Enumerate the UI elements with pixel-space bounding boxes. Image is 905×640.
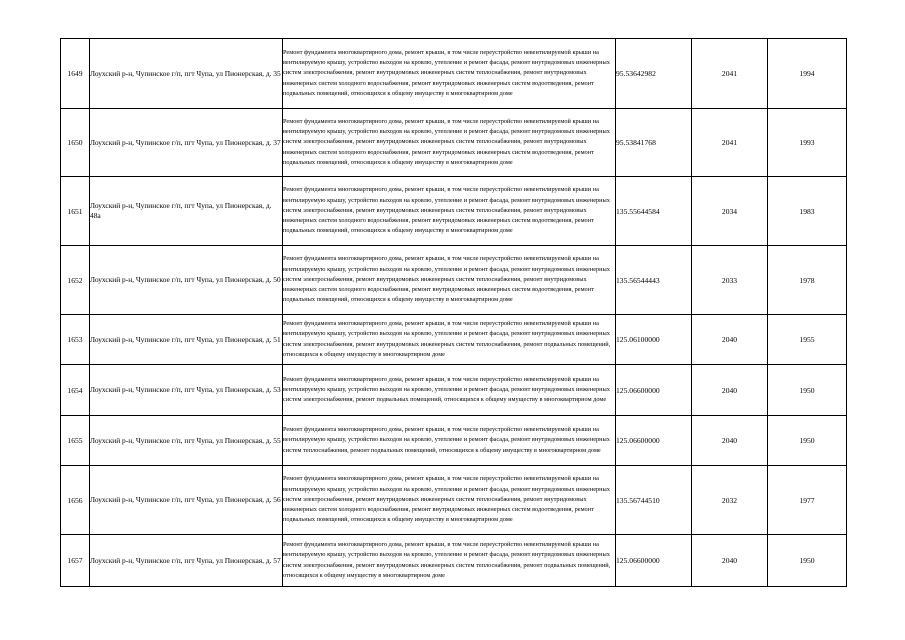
register-table xyxy=(60,38,847,587)
row-address: Лоухский р-н, Чупинское г/п, пгт Чупа, ул Пионерская, д. 35 xyxy=(90,39,283,109)
row-year-built: 1978 xyxy=(768,246,847,315)
row-cost: 125.06100000 xyxy=(616,315,692,365)
row-address: Лоухский р-н, Чупинское г/п, пгт Чупа, ул Пионерская, д. 53 xyxy=(90,365,283,416)
row-address: Лоухский р-н, Чупинское г/п, пгт Чупа, ул Пионерская, д. 56 xyxy=(90,466,283,535)
row-number: 1649 xyxy=(61,39,90,109)
row-number: 1652 xyxy=(61,246,90,315)
row-cost: 135.56544443 xyxy=(616,246,692,315)
row-year-built: 1994 xyxy=(768,39,847,109)
row-cost: 135.56744510 xyxy=(616,466,692,535)
row-cost: 135.55644584 xyxy=(616,177,692,246)
row-year-built: 1955 xyxy=(768,315,847,365)
row-year-plan: 2032 xyxy=(692,466,768,535)
row-year-built: 1993 xyxy=(768,109,847,177)
table-row xyxy=(61,416,847,466)
table-row xyxy=(61,246,847,315)
row-number: 1653 xyxy=(61,315,90,365)
table-row xyxy=(61,466,847,535)
row-cost: 125.06600000 xyxy=(616,535,692,587)
row-cost: 95.53642982 xyxy=(616,39,692,109)
row-year-built: 1950 xyxy=(768,535,847,587)
row-number: 1651 xyxy=(61,177,90,246)
row-works: Ремонт фундамента многоквартирного дома, ремонт крыши, в том числе переустройство невентилируемой крыши на вентилируемую крышу, устройство выходов на кровлю, утепление и ремонт фасада, ремонт внутридомовых инженерных систем электроснабжения, ремонт подвальных помещений, относящихся к общему имуществу в многоквартирном доме xyxy=(283,365,616,416)
table-row xyxy=(61,39,847,109)
row-works: Ремонт фундамента многоквартирного дома, ремонт крыши, в том числе переустройство невентилируемой крыши на вентилируемую крышу, устройство выходов на кровлю, утепление и ремонт фасада, ремонт внутридомовых инженерных систем электроснабжения, ремонт внутридомовых инженерных систем теплоснабжения, ремонт внутридомовых инженерных систем холодного водоснабжения, ремонт внутридомовых инженерных систем водоотведения, ремонт подвальных помещений, относящихся к общему имуществу в многоквартирном доме xyxy=(283,177,616,246)
row-works: Ремонт фундамента многоквартирного дома, ремонт крыши, в том числе переустройство невентилируемой крыши на вентилируемую крышу, устройство выходов на кровлю, утепление и ремонт фасада, ремонт внутридомовых инженерных систем электроснабжения, ремонт внутридомовых инженерных систем теплоснабжения, ремонт подвальных помещений, относящихся к общему имуществу в многоквартирном доме xyxy=(283,535,616,587)
row-address: Лоухский р-н, Чупинское г/п, пгт Чупа, ул Пионерская, д. 50 xyxy=(90,246,283,315)
row-number: 1655 xyxy=(61,416,90,466)
row-address: Лоухский р-н, Чупинское г/п, пгт Чупа, ул Пионерская, д. 55 xyxy=(90,416,283,466)
row-address: Лоухский р-н, Чупинское г/п, пгт Чупа, ул Пионерская, д. 51 xyxy=(90,315,283,365)
row-address: Лоухский р-н, Чупинское г/п, пгт Чупа, ул Пионерская, д. 57 xyxy=(90,535,283,587)
row-address: Лоухский р-н, Чупинское г/п, пгт Чупа, ул Пионерская, д. 37 xyxy=(90,109,283,177)
row-year-plan: 2041 xyxy=(692,39,768,109)
row-year-built: 1950 xyxy=(768,416,847,466)
row-year-plan: 2034 xyxy=(692,177,768,246)
table-row xyxy=(61,535,847,587)
row-works: Ремонт фундамента многоквартирного дома, ремонт крыши, в том числе переустройство невентилируемой крыши на вентилируемую крышу, устройство выходов на кровлю, утепление и ремонт фасада, ремонт внутридомовых инженерных систем электроснабжения, ремонт внутридомовых инженерных систем теплоснабжения, ремонт внутридомовых инженерных систем холодного водоснабжения, ремонт внутридомовых инженерных систем водоотведения, ремонт подвальных помещений, относящихся к общему имуществу в многоквартирном доме xyxy=(283,39,616,109)
table-row xyxy=(61,109,847,177)
table-row xyxy=(61,365,847,416)
row-cost: 95.53841768 xyxy=(616,109,692,177)
row-works: Ремонт фундамента многоквартирного дома, ремонт крыши, в том числе переустройство невентилируемой крыши на вентилируемую крышу, устройство выходов на кровлю, утепление и ремонт фасада, ремонт внутридомовых инженерных систем электроснабжения, ремонт внутридомовых инженерных систем теплоснабжения, ремонт внутридомовых инженерных систем холодного водоснабжения, ремонт внутридомовых инженерных систем водоотведения, ремонт подвальных помещений, относящихся к общему имуществу в многоквартирном доме xyxy=(283,246,616,315)
row-works: Ремонт фундамента многоквартирного дома, ремонт крыши, в том числе переустройство невентилируемой крыши на вентилируемую крышу, устройство выходов на кровлю, утепление и ремонт фасада, ремонт внутридомовых инженерных систем электроснабжения, ремонт внутридомовых инженерных систем теплоснабжения, ремонт подвальных помещений, относящихся к общему имуществу в многоквартирном доме xyxy=(283,315,616,365)
table-row xyxy=(61,177,847,246)
row-year-built: 1950 xyxy=(768,365,847,416)
table-row xyxy=(61,315,847,365)
row-year-plan: 2040 xyxy=(692,416,768,466)
row-works: Ремонт фундамента многоквартирного дома, ремонт крыши, в том числе переустройство невентилируемой крыши на вентилируемую крышу, устройство выходов на кровлю, утепление и ремонт фасада, ремонт внутридомовых инженерных систем теплоснабжения, ремонт подвальных помещений, относящихся к общему имуществу в многоквартирном доме xyxy=(283,416,616,466)
row-works: Ремонт фундамента многоквартирного дома, ремонт крыши, в том числе переустройство невентилируемой крыши на вентилируемую крышу, устройство выходов на кровлю, утепление и ремонт фасада, ремонт внутридомовых инженерных систем электроснабжения, ремонт внутридомовых инженерных систем теплоснабжения, ремонт внутридомовых инженерных систем холодного водоснабжения, ремонт внутридомовых инженерных систем водоотведения, ремонт подвальных помещений, относящихся к общему имуществу в многоквартирном доме xyxy=(283,109,616,177)
row-number: 1654 xyxy=(61,365,90,416)
row-number: 1656 xyxy=(61,466,90,535)
row-number: 1657 xyxy=(61,535,90,587)
row-year-plan: 2040 xyxy=(692,365,768,416)
row-year-plan: 2041 xyxy=(692,109,768,177)
row-number: 1650 xyxy=(61,109,90,177)
row-works: Ремонт фундамента многоквартирного дома, ремонт крыши, в том числе переустройство невентилируемой крыши на вентилируемую крышу, устройство выходов на кровлю, утепление и ремонт фасада, ремонт внутридомовых инженерных систем электроснабжения, ремонт внутридомовых инженерных систем теплоснабжения, ремонт внутридомовых инженерных систем холодного водоснабжения, ремонт внутридомовых инженерных систем водоотведения, ремонт подвальных помещений, относящихся к общему имуществу в многоквартирном доме xyxy=(283,466,616,535)
row-cost: 125.06600000 xyxy=(616,416,692,466)
row-year-plan: 2033 xyxy=(692,246,768,315)
register-table-body xyxy=(61,39,847,587)
row-year-built: 1977 xyxy=(768,466,847,535)
row-year-built: 1983 xyxy=(768,177,847,246)
row-year-plan: 2040 xyxy=(692,535,768,587)
row-cost: 125.06600000 xyxy=(616,365,692,416)
row-address: Лоухский р-н, Чупинское г/п, пгт Чупа, ул Пионерская, д. 48а xyxy=(90,177,283,246)
row-year-plan: 2040 xyxy=(692,315,768,365)
